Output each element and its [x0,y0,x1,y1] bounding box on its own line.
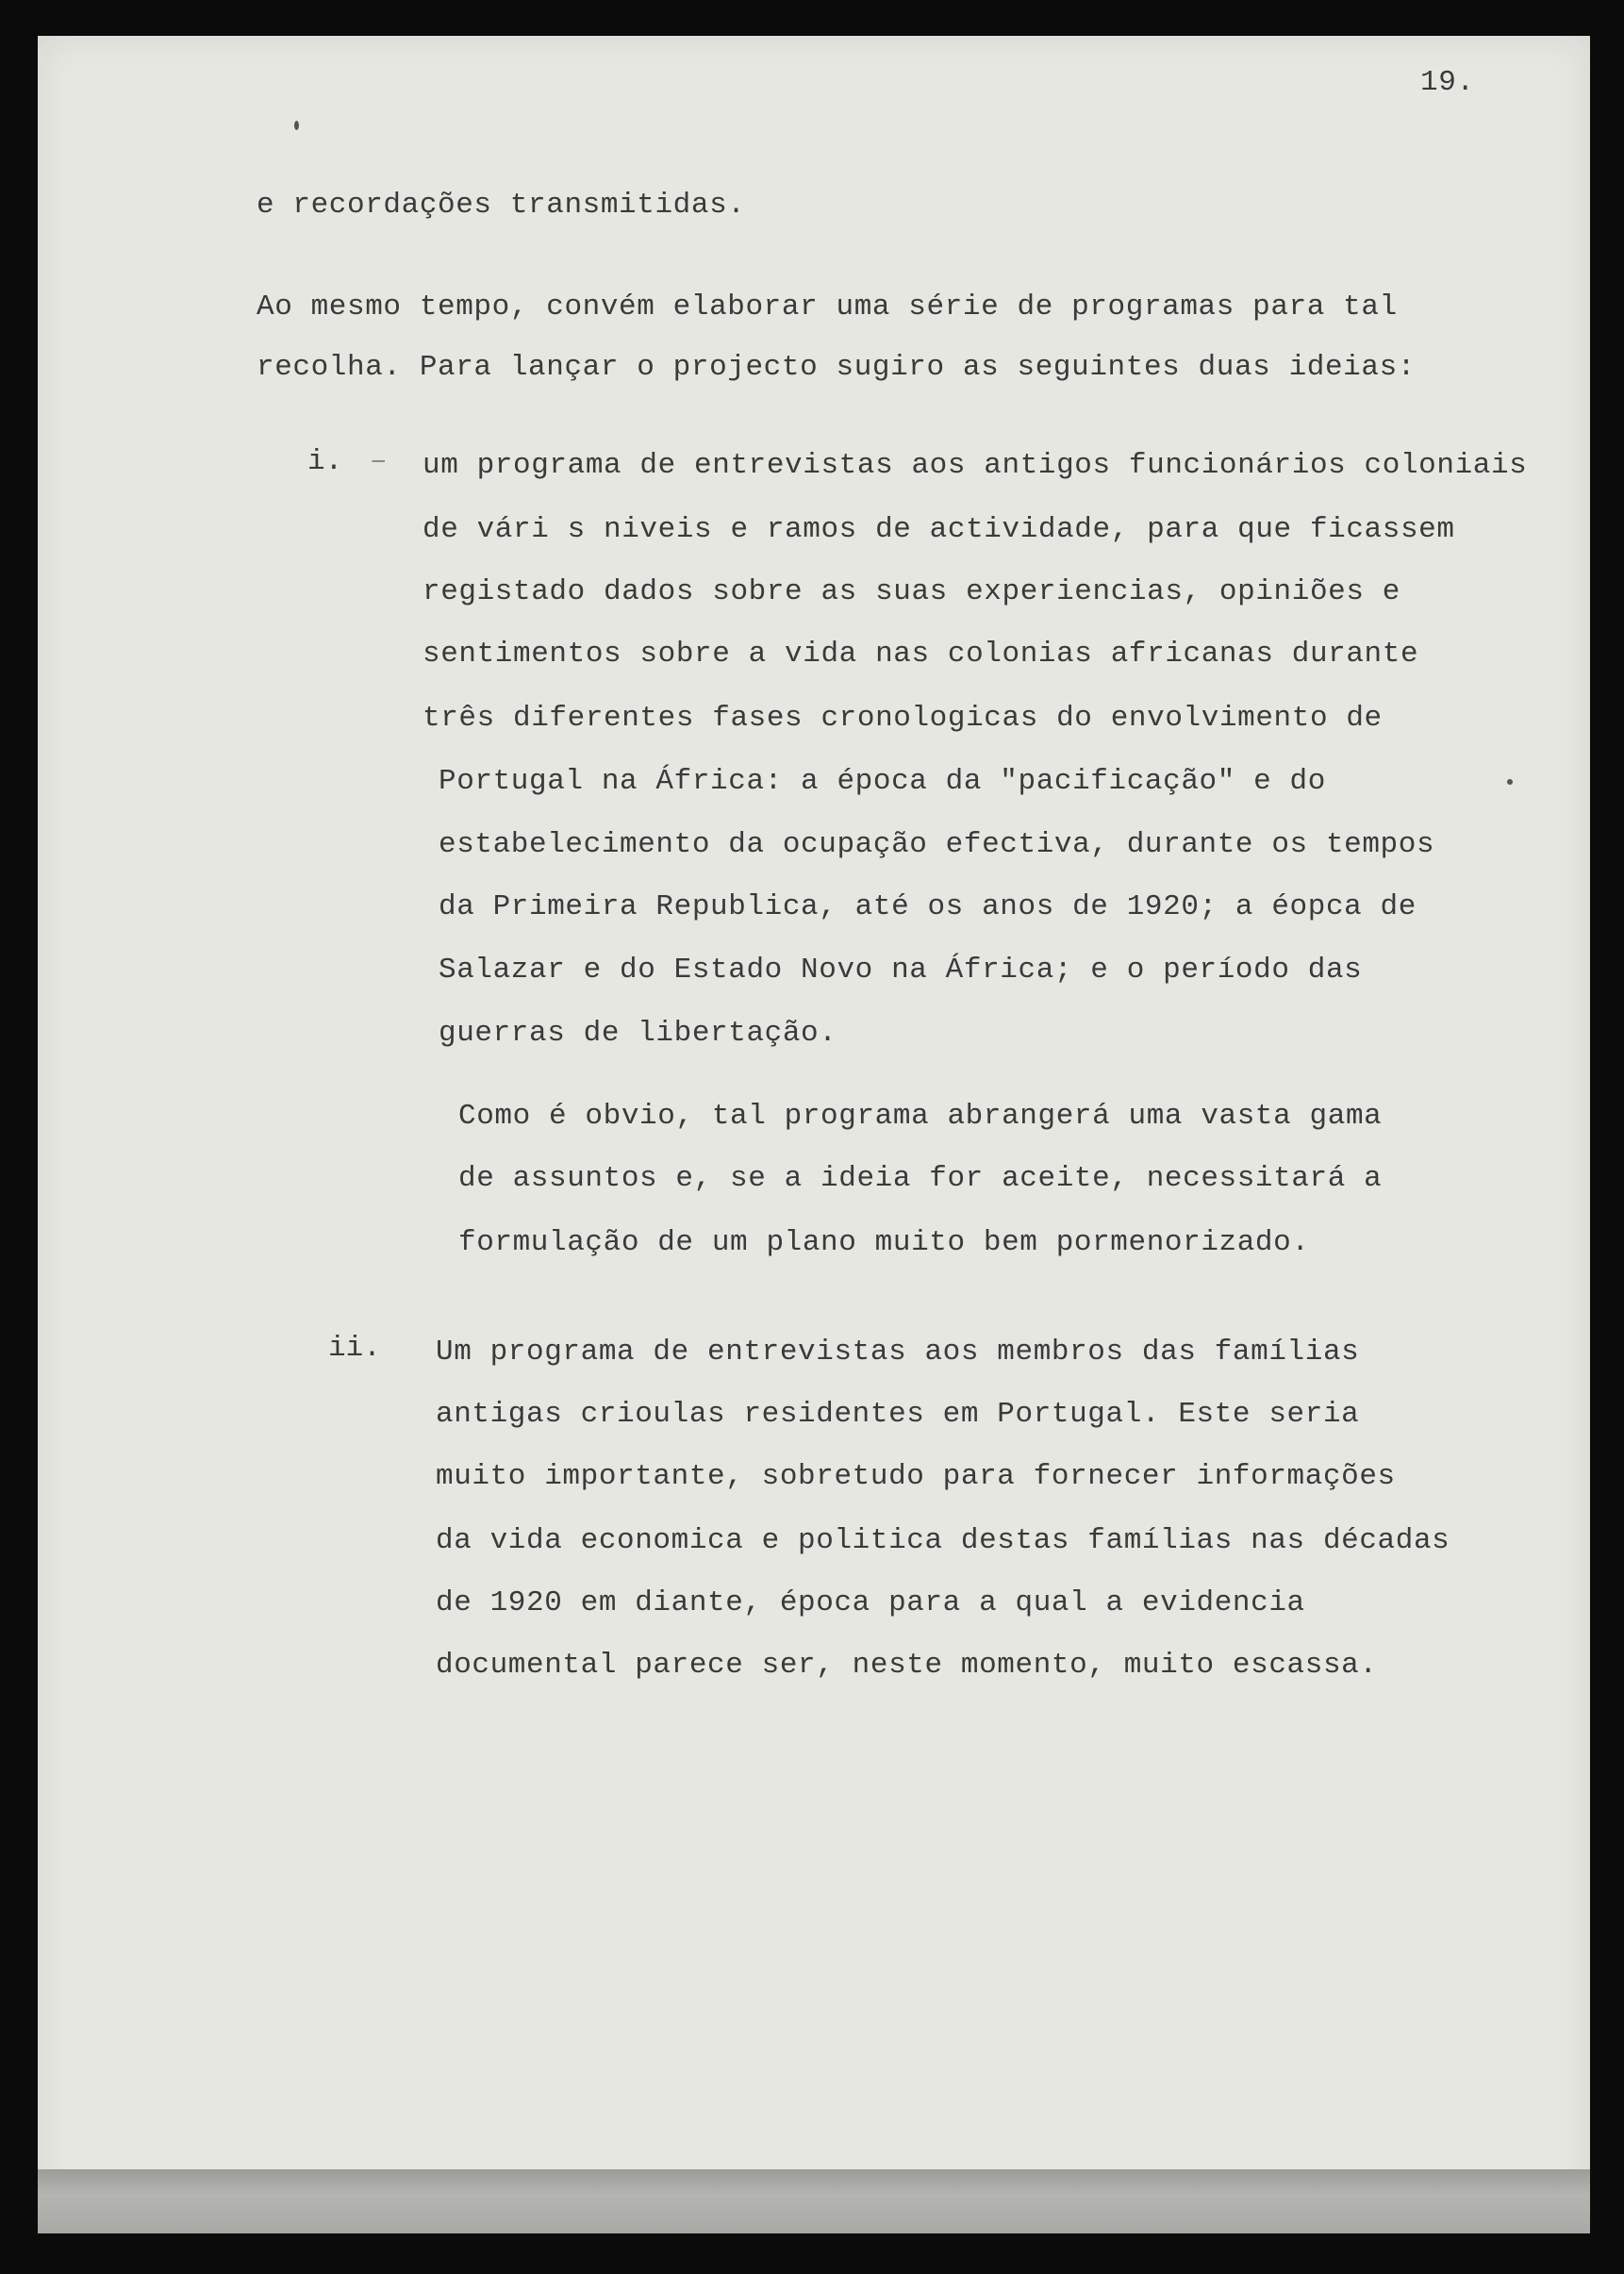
item-i-line: registado dados sobre as suas experiencias, opiniões e [423,575,1400,608]
item-i-note-line: de assuntos e, se a ideia for aceite, necessitará a [458,1162,1383,1195]
item-ii-label: ii. [328,1332,381,1365]
document-page [38,36,1590,2233]
item-i-note-line: formulação de um plano muito bem pormenorizado. [458,1226,1310,1259]
item-i-label: i. [307,445,343,478]
item-ii-line: muito importante, sobretudo para fornecer informações [436,1460,1396,1493]
item-i-dash: – [370,445,388,478]
intro-line: Ao mesmo tempo, convém elaborar uma série de programas para tal [257,290,1398,324]
item-ii-line: Um programa de entrevistas aos membros das famílias [436,1336,1360,1369]
item-i-line: da Primeira Republica, até os anos de 1920; a éopca de [439,890,1417,923]
item-ii-line: antigas crioulas residentes em Portugal. Este seria [436,1398,1360,1431]
item-i-line: de vári s niveis e ramos de actividade, para que ficassem [423,513,1455,546]
item-i-line: sentimentos sobre a vida nas colonias africanas durante [423,638,1419,671]
item-ii-line: da vida economica e politica destas famílias nas décadas [436,1524,1450,1557]
item-i-line: um programa de entrevistas aos antigos funcionários coloniais [423,449,1528,482]
item-i-line: Portugal na África: a época da "pacificação" e do [439,765,1326,798]
item-ii-line: documental parece ser, neste momento, muito escassa. [436,1649,1378,1682]
item-i-note-line: Como é obvio, tal programa abrangerá uma vasta gama [458,1100,1383,1133]
scan-shadow-band [38,2169,1590,2233]
item-i-line: guerras de libertação. [439,1017,837,1050]
opening-line: e recordações transmitidas. [257,189,746,222]
ink-speck [294,121,299,130]
item-i-line: estabelecimento da ocupação efectiva, durante os tempos [439,828,1435,861]
intro-line: recolha. Para lançar o projecto sugiro as seguintes duas ideias: [257,351,1416,384]
page-number: 19. [1420,66,1475,99]
item-ii-line: de 1920 em diante, época para a qual a evidencia [436,1586,1305,1619]
item-i-line: três diferentes fases cronologicas do envolvimento de [423,702,1383,735]
item-i-line: Salazar e do Estado Novo na África; e o período das [439,954,1363,987]
ink-speck [1507,779,1513,785]
